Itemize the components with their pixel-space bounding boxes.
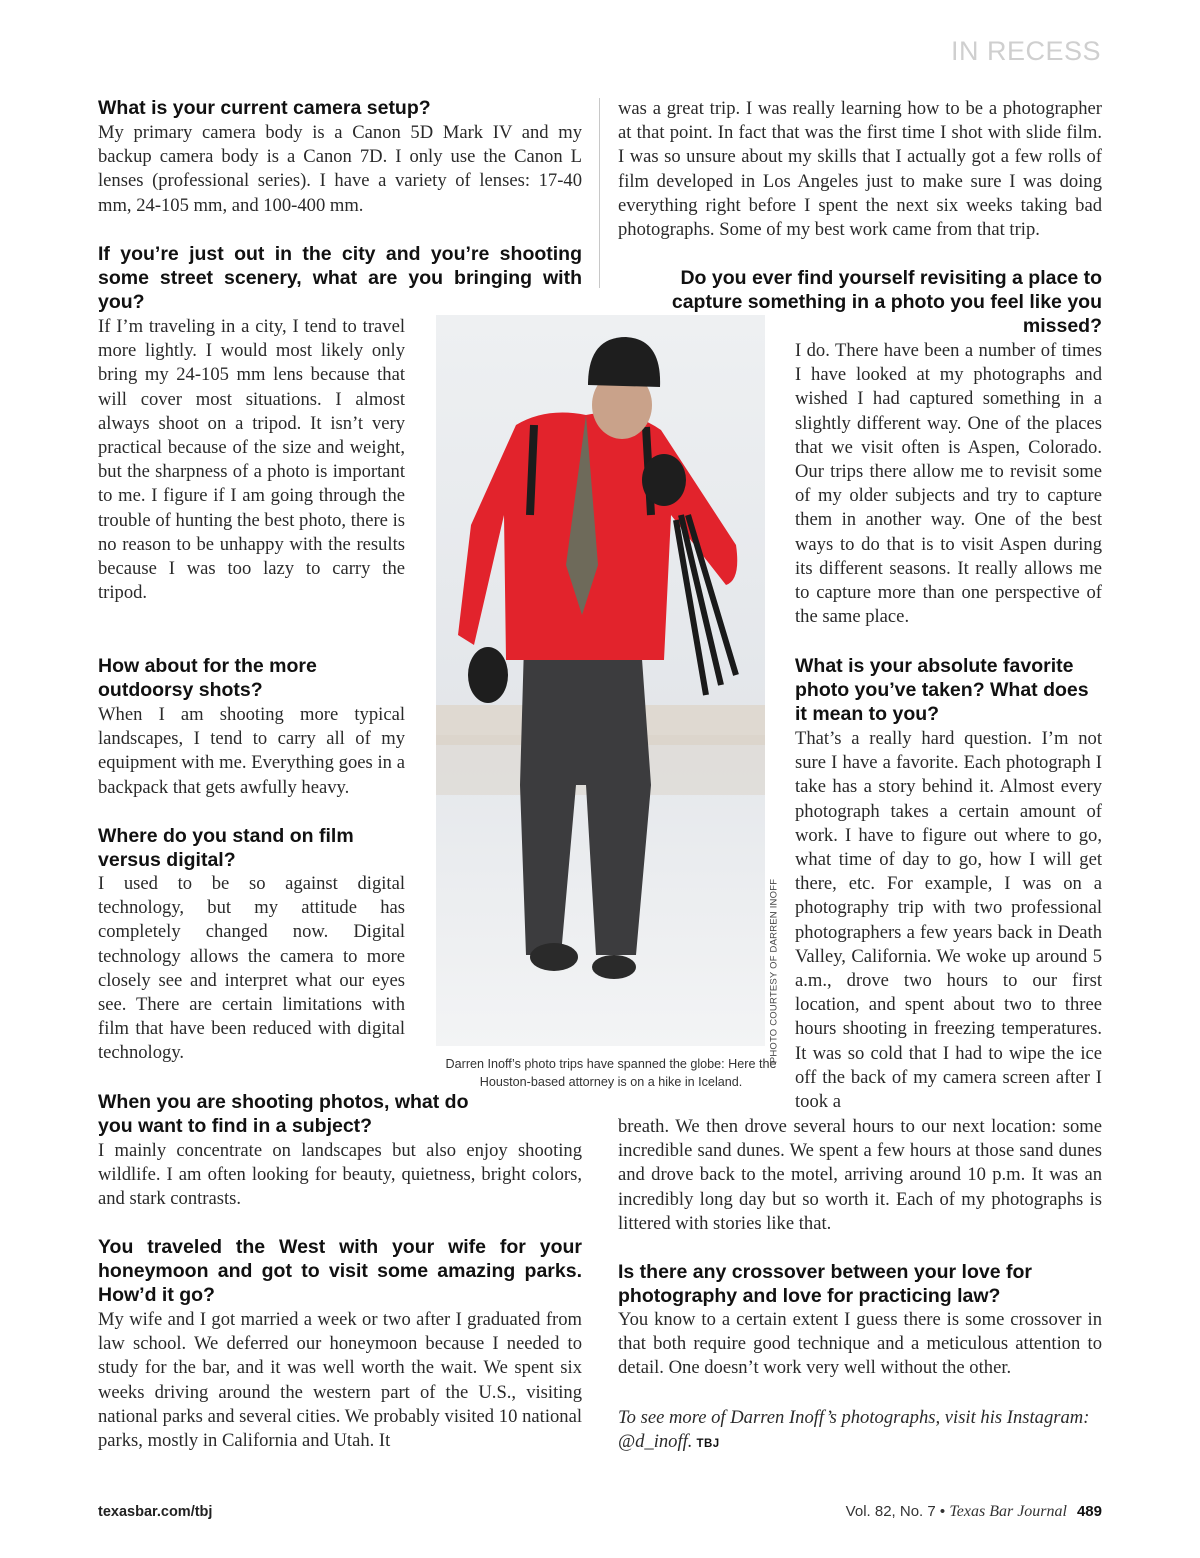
question-street-scenery: If you’re just out in the city and you’re shooting some street scenery, what are you bringing with you? [98, 243, 582, 314]
footer-volume: Vol. 82, No. 7 • [845, 1503, 946, 1520]
answer-subject: I mainly concentrate on landscapes but also enjoy shooting wildlife. I am often looking for beauty, quietness, bright colors, and stark contrasts. [98, 1140, 582, 1210]
tbj-end-mark: TBJ [696, 1438, 720, 1451]
answer-revisiting: I do. There have been a number of times I have looked at my photographs and wished I had captured something in a slightly different way. One of the places that we visit often is Aspen, Colorado. Our trips there allow me to revisit some of my older subjects and try to capture them in another way. One of the best ways to do that is to visit Aspen during its different seasons. It really allows me to capture more than one perspective of the same place. [795, 340, 1102, 628]
answer-outdoorsy: When I am shooting more typical landscapes, I tend to carry all of my equipment with me. Everything goes in a backpack that gets awfully heavy. [98, 704, 405, 798]
question-film-vs-digital: Where do you stand on film versus digital? [98, 825, 354, 872]
answer-favorite-photo-continued: breath. We then drove several hours to our next location: some incredible sand dunes. We spent a few hours at those sand dunes and drove back to the motel, arriving around 10 p.m. It was an incredibly long day but so worth it. Each of my photographs is littered with stories like that. [618, 1116, 1102, 1234]
question-revisiting: Do you ever find yourself revisiting a place to capture something in a photo you feel like you missed? [671, 267, 1102, 338]
answer-honeymoon-continued: was a great trip. I was really learning how to be a photographer at that point. In fact that was the first time I shot with slide film. I was so unsure about my skills that I actually got a few rolls of film developed in Los Angeles just to make sure I was doing everything right before I spent the next six weeks taking bad photographs. Some of my best work came from that trip. [618, 98, 1102, 241]
answer-favorite-photo: That’s a really hard question. I’m not sure I have a favorite. Each photograph I take has a story behind it. Almost every photograph takes a certain amount of work. I have to figure out where to go, what time of day to go, how I will get there, etc. For example, I was on a photography trip with two professional photographers a few years back in Death Valley, California. We woke up around 5 a.m., drove two hours to our first location, and spent about two to three hours shooting in freezing temperatures. It was so cold that I had to wipe the ice off the back of my camera screen after I took a [795, 728, 1102, 1113]
question-favorite-photo: What is your absolute favorite photo you’ve taken? What does it mean to you? [795, 655, 1089, 726]
question-outdoorsy: How about for the more outdoorsy shots? [98, 655, 317, 702]
photo-caption: Darren Inoff’s photo trips have spanned the globe: Here the Houston-based attorney is on a hike in Iceland. [445, 1057, 777, 1089]
answer-street-scenery: If I’m traveling in a city, I tend to travel more lightly. I would most likely only bring my 24-105 mm lens because that will cover most situations. I almost always shoot on a tripod. It isn’t very practical because of the size and weight, but the sharpness of a photo is important to me. I figure if I am going through the trouble of hunting the best photo, there is no reason to be unhappy with the results because I was too lazy to carry the tripod. [98, 316, 405, 604]
answer-honeymoon: My wife and I got married a week or two after I graduated from law school. We deferred our honeymoon because I needed to study for the bar, and it was well worth the wait. We spent six weeks driving around the western part of the U.S., visiting national parks and several cities. We probably visited 10 national parks, mostly in California and Utah. It [98, 1309, 582, 1452]
column-divider [599, 98, 600, 288]
answer-crossover: You know to a certain extent I guess there is some crossover in that both require good technique and a meticulous attention to detail. One doesn’t work very well without the other. [618, 1309, 1102, 1379]
footer-journal: Texas Bar Journal [949, 1503, 1067, 1520]
footer-issue [846, 1503, 1102, 1521]
photo-illustration [436, 315, 765, 1046]
page-number: 489 [1076, 1503, 1102, 1520]
footer-url[interactable]: texasbar.com/tbj [98, 1504, 213, 1520]
question-subject: When you are shooting photos, what do you want to find in a subject? [98, 1091, 469, 1138]
question-honeymoon: You traveled the West with your wife for your honeymoon and got to visit some amazing parks. How’d it go? [98, 1236, 582, 1307]
section-tag: IN RECESS [950, 36, 1101, 66]
answer-camera-setup: My primary camera body is a Canon 5D Mark IV and my backup camera body is a Canon 7D. I only use the Canon L lenses (professional series). I have a variety of lenses: 17-40 mm, 24-105 mm, and 100-400 mm. [98, 122, 582, 216]
photo-hiker-iceland [436, 315, 765, 1046]
question-camera-setup: What is your current camera setup? [98, 97, 431, 119]
photo-credit: PHOTO COURTESY OF DARREN INOFF [768, 878, 779, 1064]
question-crossover: Is there any crossover between your love for photography and love for practicing law? [618, 1261, 1032, 1308]
answer-film-vs-digital: I used to be so against digital technology, but my attitude has completely changed now. Digital technology allows the camera to more closely see and interpret what our eyes see. There are certain limitations with film that have been reduced with digital technology. [98, 873, 405, 1064]
closing-note [618, 1406, 1102, 1456]
closing-text: To see more of Darren Inoff’s photographs, visit his Instagram: @d_inoff. [618, 1407, 1090, 1453]
